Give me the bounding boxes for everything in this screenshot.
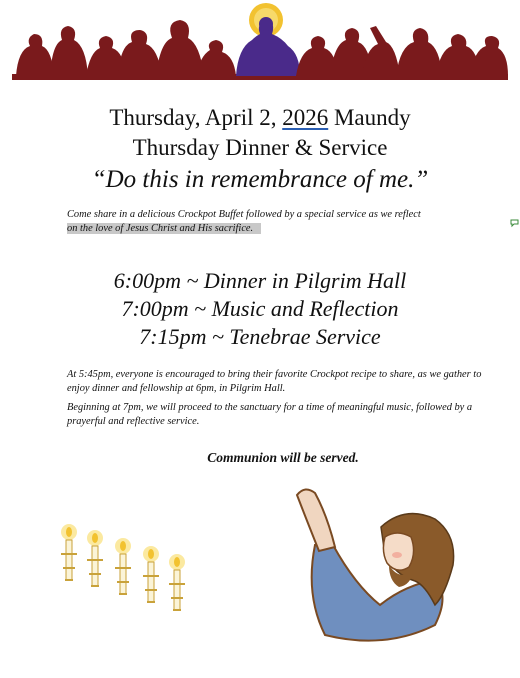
title-maundy: Maundy xyxy=(328,105,411,130)
intro-line2-highlighted: on the love of Jesus Christ and His sacrifice. xyxy=(67,223,261,234)
intro-paragraph xyxy=(67,208,487,236)
intro-line1: Come share in a delicious Crockpot Buffet followed by a special service as we reflect xyxy=(67,209,421,220)
scripture-quote: “Do this in remembrance of me.” xyxy=(91,166,429,193)
candle xyxy=(143,546,159,602)
schedule-item-tenebrae: 7:15pm ~ Tenebrae Service xyxy=(139,324,381,349)
candle xyxy=(61,524,77,580)
comment-marker-icon[interactable] xyxy=(510,218,520,228)
praying-jesus-illustration xyxy=(285,485,465,645)
candle xyxy=(115,538,131,594)
last-supper-banner xyxy=(0,0,520,84)
title-year: 2026 xyxy=(282,105,329,130)
candles-illustration xyxy=(55,518,200,628)
event-title-line2: Thursday Dinner & Service xyxy=(132,135,388,160)
communion-note: Communion will be served. xyxy=(207,450,359,465)
details-paragraph-dinner: At 5:45pm, everyone is encouraged to bring their favorite Crockpot recipe to share, as we gather to enjoy dinner and fellowship at 6pm, in Pilgrim Hall. xyxy=(67,369,482,394)
disciples-left xyxy=(16,20,236,76)
schedule-item-music: 7:00pm ~ Music and Reflection xyxy=(121,296,399,321)
candle xyxy=(169,554,185,610)
details-paragraph-service: Beginning at 7pm, we will proceed to the sanctuary for a time of meaningful music, followed by a prayerful and reflective service. xyxy=(67,402,473,427)
event-title-line1 xyxy=(0,103,520,133)
candle xyxy=(87,530,103,586)
title-date: Thursday, April 2, xyxy=(109,105,283,130)
schedule-item-dinner: 6:00pm ~ Dinner in Pilgrim Hall xyxy=(113,268,407,293)
disciples-right xyxy=(296,26,508,76)
